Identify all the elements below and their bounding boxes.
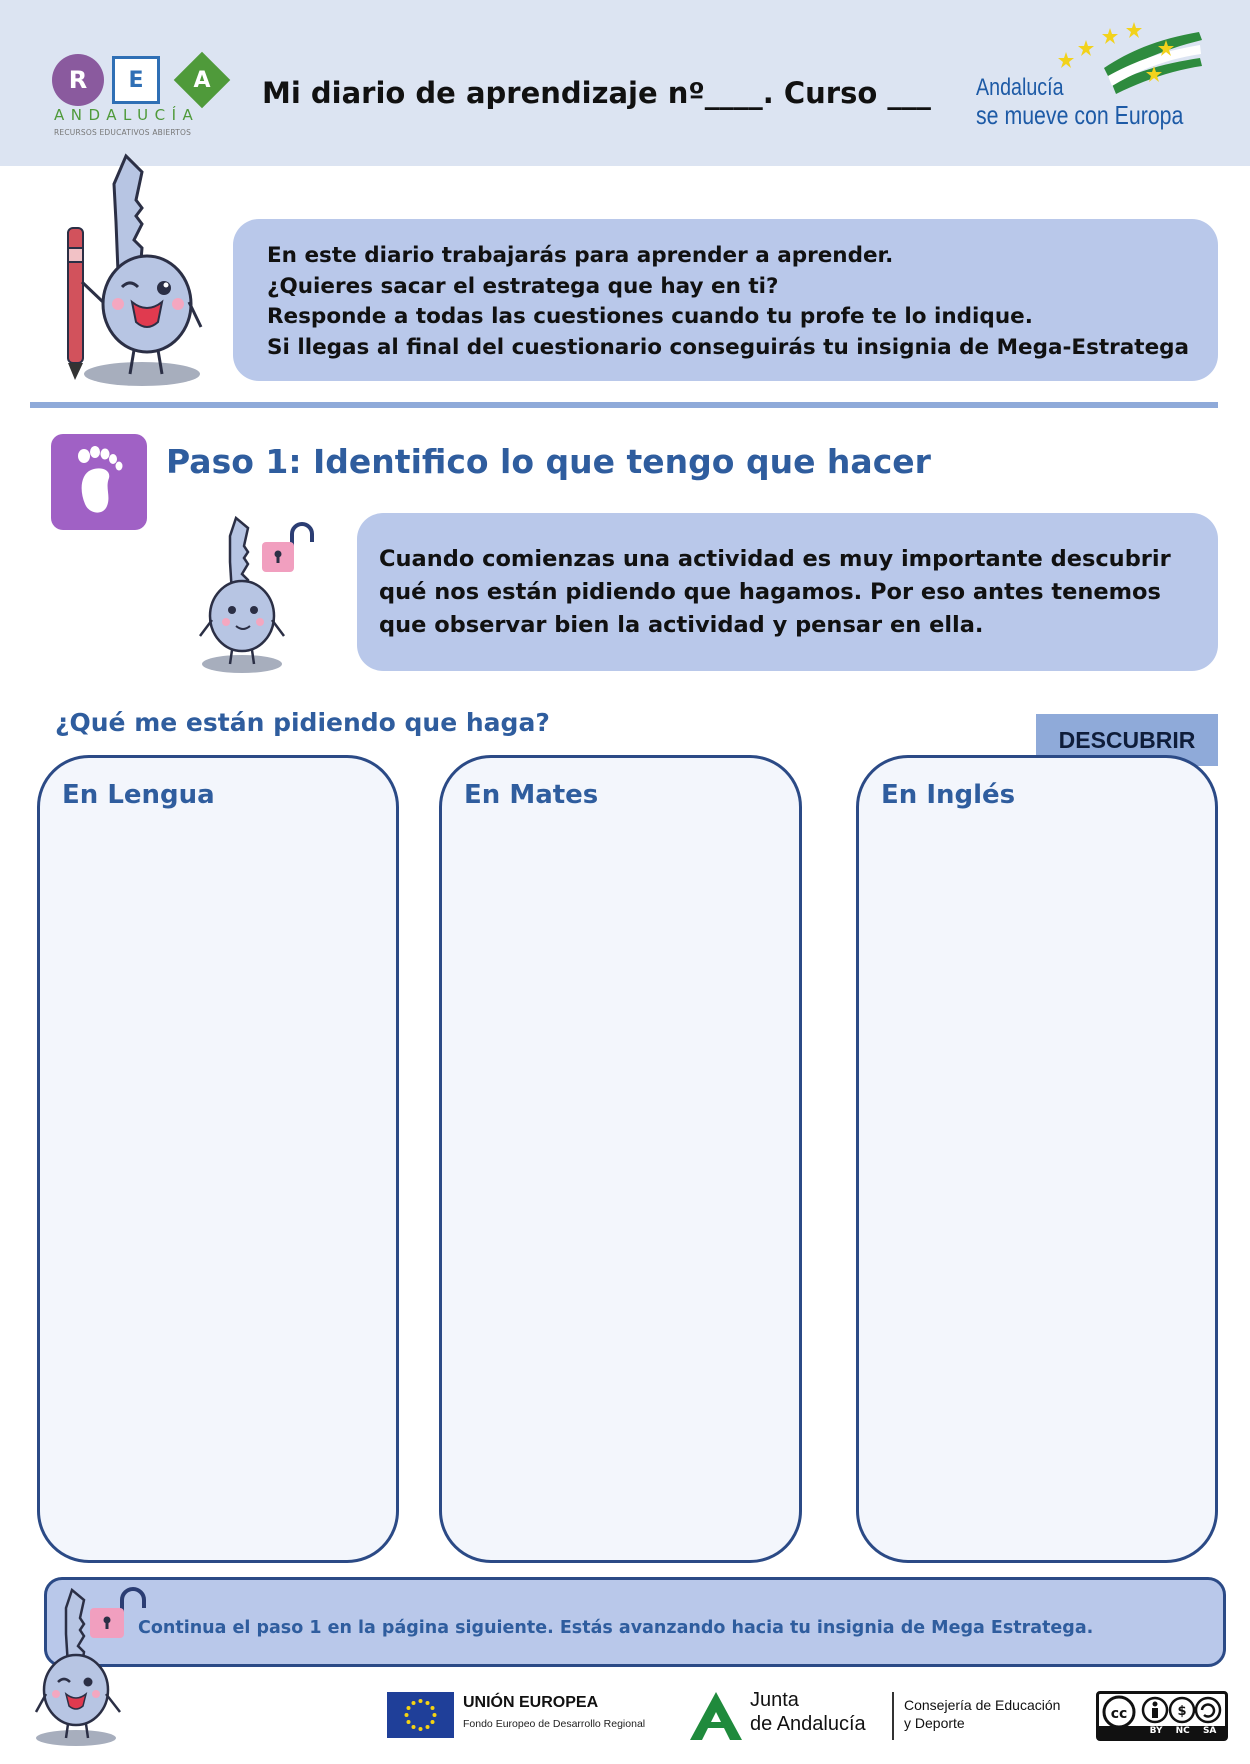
intro-line-3: Responde a todas las cuestiones cuando tu profe te lo indique.	[267, 304, 1033, 329]
footprint-icon	[51, 434, 147, 530]
question-heading: ¿Qué me están pidiendo que haga?	[55, 708, 550, 737]
license-by: BY	[1149, 1726, 1163, 1736]
step-line-1: Cuando comienzas una actividad es muy importante descubrir	[379, 546, 1171, 572]
step-title: Paso 1: Identifico lo que tengo que hacer	[166, 442, 931, 481]
dept-line-2: y Deporte	[904, 1715, 965, 1731]
bottom-note-text: Continua el paso 1 en la página siguiente. Estás avanzando hacia tu insignia de Mega Estratega.	[138, 1618, 1094, 1638]
column-label-ingles: En Inglés	[881, 780, 1016, 810]
step-line-2: qué nos están pidiendo que hagamos. Por eso antes tenemos	[379, 579, 1161, 605]
key-mascot-with-padlock-icon	[196, 512, 321, 677]
rea-logo-subtitle: RECURSOS EDUCATIVOS ABIERTOS	[54, 128, 192, 137]
consejeria-name	[904, 1696, 1060, 1732]
step-explanation-box	[357, 513, 1218, 671]
rea-letter-e: E	[112, 56, 160, 104]
andalucia-logo-line2: se mueve con Europa	[976, 100, 1184, 130]
rea-logo-name: ANDALUCÍA	[54, 106, 200, 124]
junta-line-1: Junta	[750, 1689, 799, 1711]
eu-flag-icon	[387, 1692, 454, 1738]
key-mascot-with-pencil-icon	[56, 152, 206, 392]
section-divider	[30, 402, 1218, 408]
intro-line-2: ¿Quieres sacar el estratega que hay en ti?	[267, 273, 779, 299]
key-mascot-with-padlock-icon	[30, 1578, 160, 1750]
intro-box	[233, 219, 1218, 381]
rea-andalucia-logo	[50, 46, 230, 146]
junta-line-2: de Andalucía	[750, 1713, 866, 1735]
rea-letter-r: R	[52, 54, 104, 106]
rea-letter-a-diamond	[174, 52, 230, 108]
junta-name	[750, 1688, 866, 1736]
svg-text:cc: cc	[1110, 1706, 1128, 1722]
eu-title: UNIÓN EUROPEA	[463, 1694, 599, 1711]
page-title: Mi diario de aprendizaje nº____. Curso ___	[262, 76, 931, 110]
license-sa: SA	[1202, 1726, 1217, 1736]
step-icon	[51, 434, 147, 530]
junta-separator	[892, 1692, 894, 1740]
answer-box-lengua[interactable]	[37, 755, 399, 1563]
andalucia-europa-logo	[974, 18, 1214, 138]
license-nc: NC	[1175, 1726, 1190, 1736]
intro-line-1: En este diario trabajarás para aprender a aprender.	[267, 243, 894, 268]
page-header	[0, 0, 1250, 166]
junta-andalucia-logo	[688, 1688, 1088, 1744]
answer-box-ingles[interactable]	[856, 755, 1218, 1563]
andalucia-logo-line1: Andalucía	[976, 74, 1064, 101]
junta-logo-icon	[688, 1690, 744, 1742]
rea-letter-a: A	[193, 67, 211, 93]
creative-commons-icon	[1096, 1691, 1228, 1741]
dept-line-1: Consejería de Educación	[904, 1697, 1061, 1713]
descubrir-tag: DESCUBRIR	[1036, 714, 1218, 766]
bottom-note-box	[44, 1577, 1226, 1667]
intro-line-4: Si llegas al final del cuestionario conseguirás tu insignia de Mega-Estratega	[267, 334, 1190, 360]
answer-box-mates[interactable]	[439, 755, 802, 1563]
column-label-lengua: En Lengua	[62, 780, 215, 810]
column-label-mates: En Mates	[464, 780, 599, 810]
step-line-3: que observar bien la actividad y pensar en ella.	[379, 612, 984, 638]
eu-subtitle: Fondo Europeo de Desarrollo Regional	[463, 1718, 646, 1730]
svg-text:$: $	[1177, 1704, 1187, 1719]
